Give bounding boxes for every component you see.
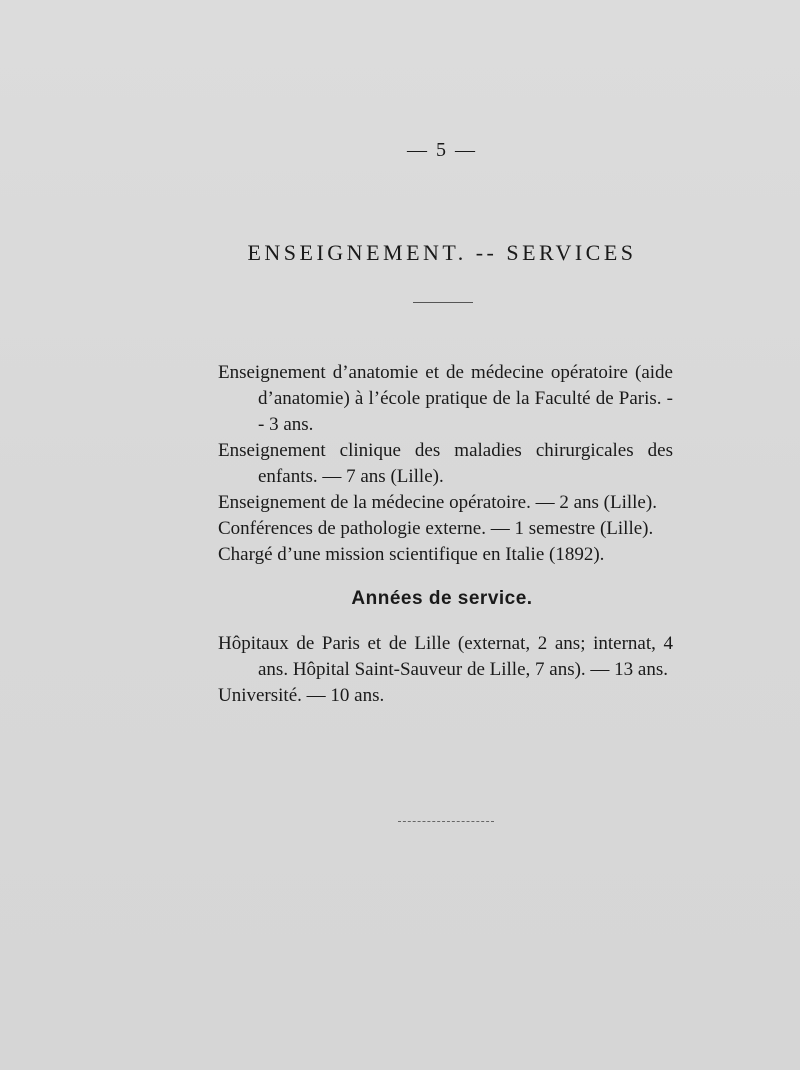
heading-rule (413, 302, 473, 303)
teaching-entry: Enseignement d’anatomie et de médecine opératoire (aide d’anatomie) à l’école pratique de la Faculté de Paris. -- 3 ans. (218, 362, 673, 435)
teaching-entry: Enseignement clinique des maladies chirurgicales des enfants. — 7 ans (Lille). (218, 440, 673, 487)
teaching-entry: Chargé d’une mission scientifique en Italie (1892). (218, 544, 605, 565)
teaching-entry: Conférences de pathologie externe. — 1 semestre (Lille). (218, 518, 654, 539)
teaching-list (218, 360, 673, 568)
closing-rule (398, 821, 494, 822)
service-heading: Années de service. (351, 588, 533, 609)
teaching-entry: Enseignement de la médecine opératoire. — 2 ans (Lille). (218, 492, 657, 513)
service-list (218, 631, 673, 709)
service-entry: Université. — 10 ans. (218, 685, 385, 706)
service-entry: Hôpitaux de Paris et de Lille (externat, 2 ans; internat, 4 ans. Hôpital Saint-Sauveur de Lille, 7 ans). — 13 ans. (218, 633, 673, 680)
page-number: — 5 — (407, 139, 477, 161)
section-heading: ENSEIGNEMENT. -- SERVICES (247, 240, 637, 265)
